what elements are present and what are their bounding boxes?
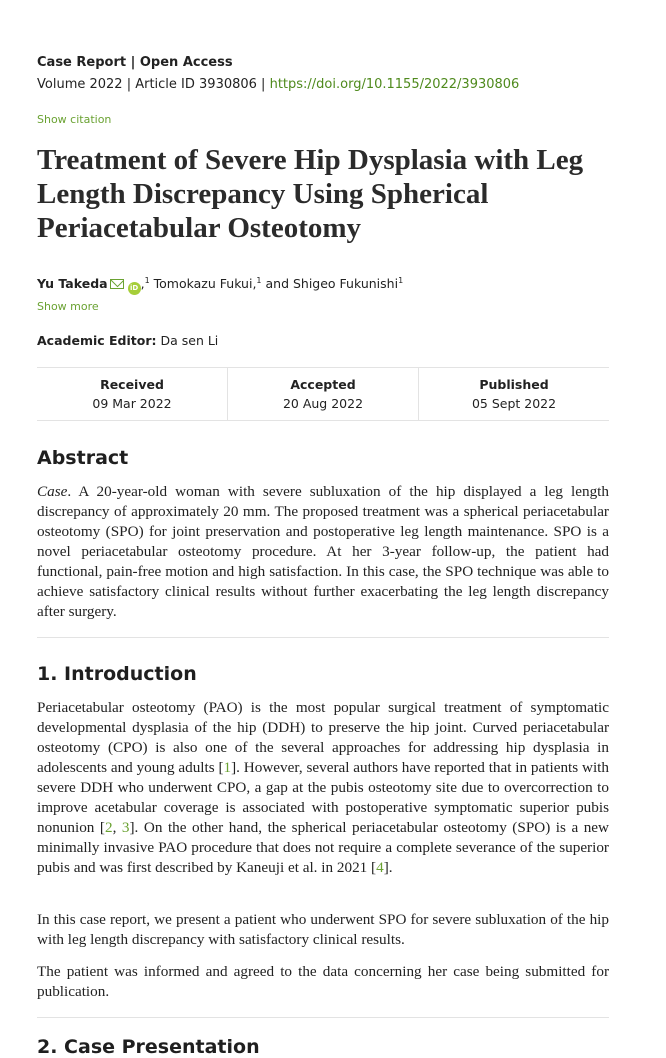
author-name[interactable]: Yu Takeda [37,276,108,291]
date-value: 09 Mar 2022 [92,396,172,411]
date-published [418,368,609,420]
reference-link[interactable]: 3 [121,819,130,836]
date-accepted [227,368,418,420]
publication-dates [37,367,609,421]
affiliation-sup: 1 [144,276,150,285]
author-list: Yu Takeda iD ,$^1$ Tomokazu Fukui,$^1$ and Shigeo Fukunishi$^1$ [37,276,403,295]
mail-icon[interactable] [110,279,124,289]
abstract-case-label: Case [37,483,68,500]
reference-link[interactable]: 2 [104,819,113,836]
abstract-heading: Abstract [37,447,129,469]
text-run: ]. However, several authors have reported that in patients with severe DDH who underwent CPO, a gap at the pubis osteotomy site due to overcorrection to improve acetabular coverage is associated with postoperative symptomatic superior pubis nonunion [ [37,759,609,836]
introduction-paragraph: The patient was informed and agreed to the data concerning her case being submitted for publication. [37,963,609,1000]
article-title: Treatment of Severe Hip Dysplasia with Leg Length Discrepancy Using Spherical Periacetabular Osteotomy [37,144,584,244]
date-received [37,368,227,420]
reference-link[interactable]: 4 [376,859,384,876]
author-name: Tomokazu Fukui, [149,276,257,291]
show-citation-link[interactable]: Show citation [37,113,112,126]
date-value: 20 Aug 2022 [282,396,364,411]
article-type: Case Report | Open Access [37,55,233,70]
show-more-link[interactable]: Show more [37,300,99,313]
text-run: ]. [383,859,393,876]
date-value: 05 Sept 2022 [471,396,557,411]
editor-name: Da sen Li [156,333,219,348]
reference-link[interactable]: 1 [223,759,232,776]
abstract-text [37,482,609,622]
case-presentation-heading: 2. Case Presentation [37,1036,260,1058]
date-label: Received [100,377,164,392]
text-run: , [112,819,122,836]
affiliation-sup: 1 [398,276,404,285]
abstract-body: . A 20-year-old woman with severe subluxation of the hip displayed a leg length discrepancy of approximately 20 mm. The proposed treatment was a spherical periacetabular osteotomy (SPO) for joint preservation and postoperative leg length maintenance. SPO is a novel periacetabular osteotomy procedure. At her 3-year follow-up, the patient had functional, pain-free motion and high satisfaction. In this case, the SPO technique was able to achieve satisfactory clinical results without further exacerbating the leg length discrepancy after surgery. [37,483,609,620]
affiliation-sup: 1 [256,276,262,285]
doi-link[interactable]: https://doi.org/10.1155/2022/3930806 [269,77,520,92]
introduction-heading: 1. Introduction [37,663,197,685]
section-divider [37,1017,609,1018]
section-divider [37,637,609,638]
volume-line [37,77,519,92]
date-label: Accepted [290,377,356,392]
introduction-paragraph: In this case report, we present a patient who underwent SPO for severe subluxation of the hip with leg length discrepancy with satisfactory clinical results. [37,911,609,948]
academic-editor [37,333,218,348]
introduction-paragraph [37,698,609,878]
editor-label: Academic Editor: [37,333,157,348]
author-name: and Shigeo Fukunishi [261,276,399,291]
date-label: Published [479,377,549,392]
text-run: Periacetabular osteotomy (PAO) is the most popular surgical treatment of symptomatic developmental dysplasia of the hip (DDH) to preserve the hip joint. Curved periacetabular osteotomy (CPO) is also one of the several approaches for addressing hip dysplasia in adolescents and young adults [ [37,699,609,776]
volume-text: Volume 2022 | Article ID 3930806 | [37,77,270,92]
orcid-icon[interactable]: iD [128,282,141,295]
text-run: ]. On the other hand, the spherical periacetabular osteotomy (SPO) is a new minimally invasive PAO procedure that does not require a complete severance of the superior pubis and was first described by Kaneuji et al. in 2021 [ [37,819,610,876]
